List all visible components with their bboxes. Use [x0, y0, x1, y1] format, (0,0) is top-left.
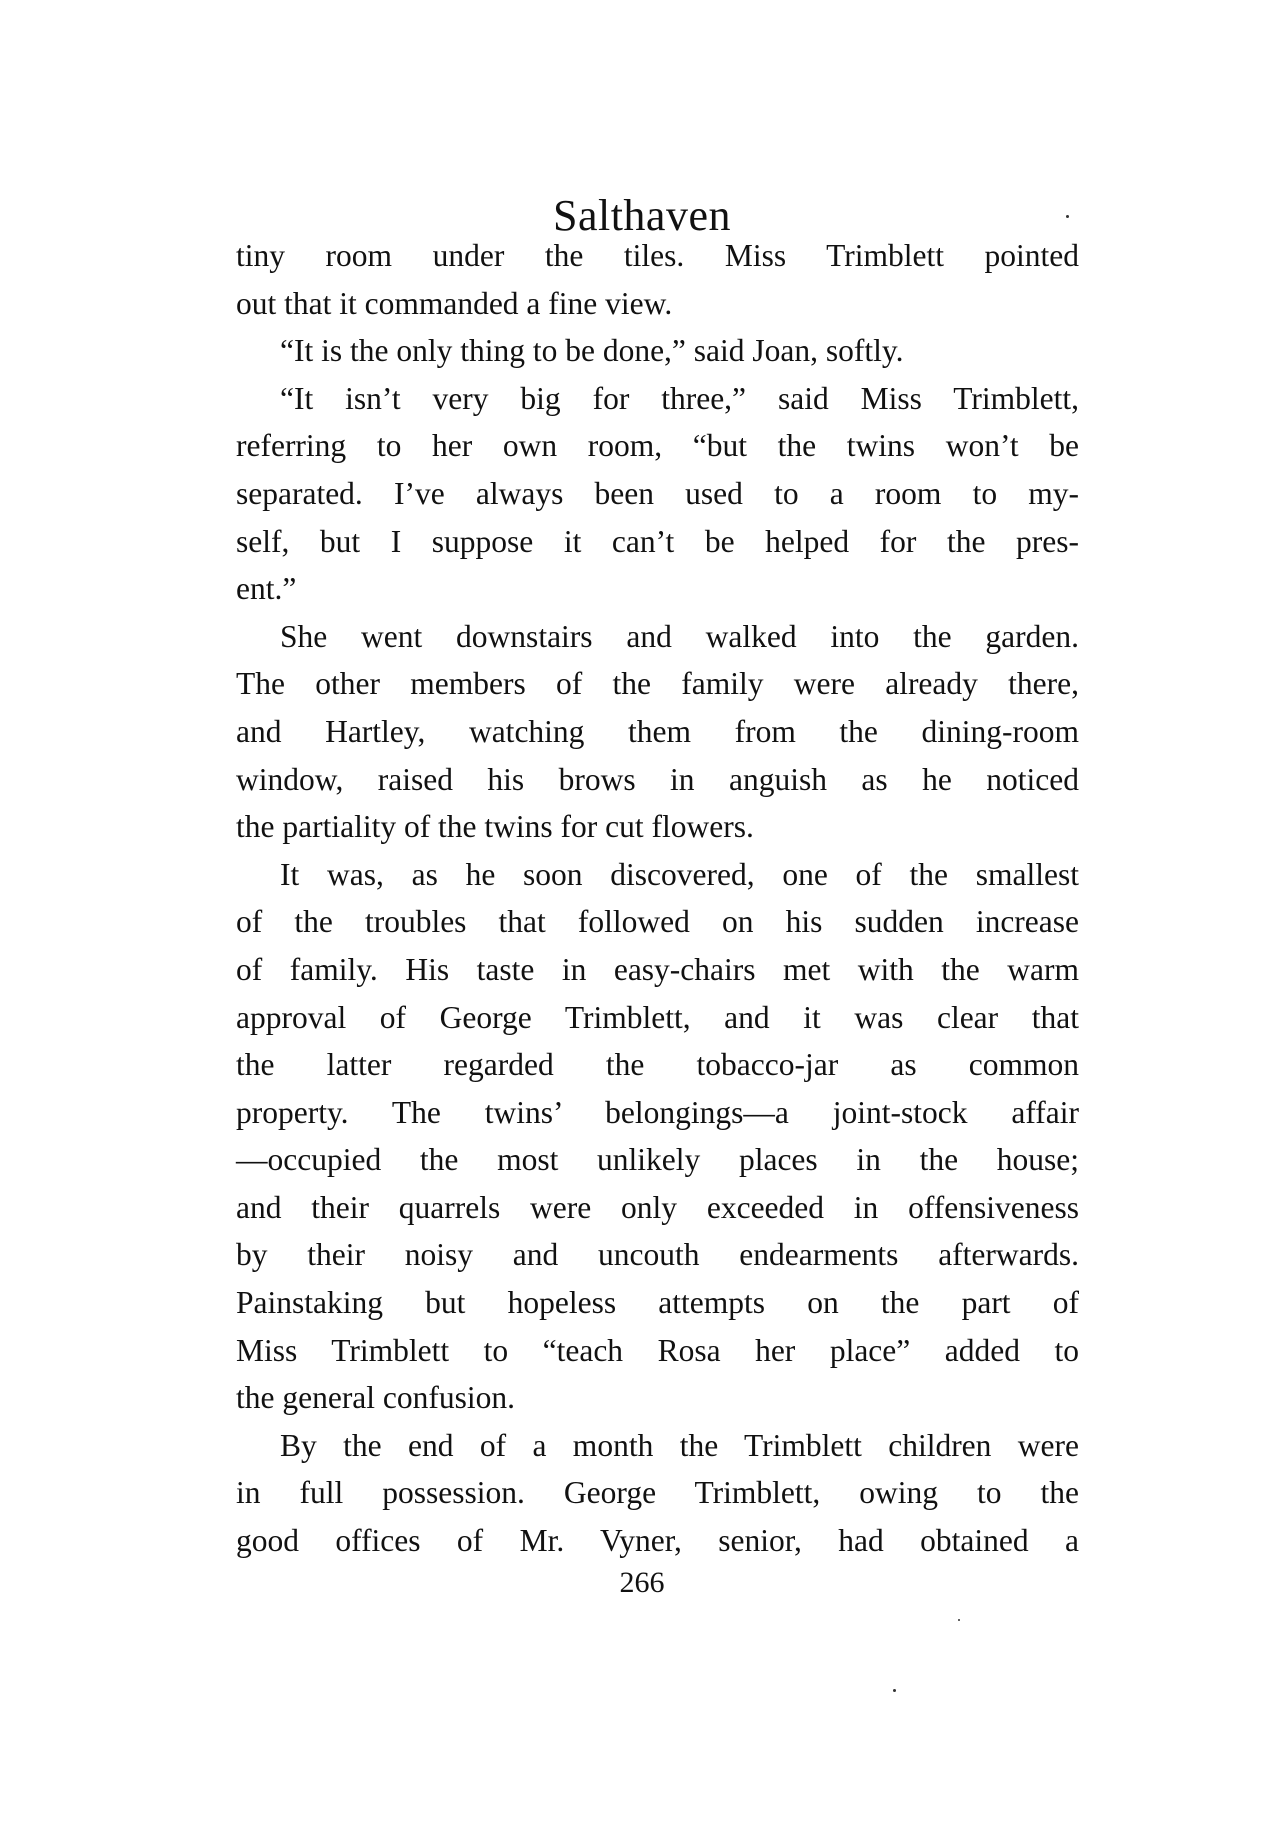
text-line: By the end of a month the Trimblett children were	[280, 1427, 1079, 1463]
text-line: “It is the only thing to be done,” said Joan, softly.	[280, 333, 904, 369]
text-line: in full possession. George Trimblett, owing to the	[236, 1475, 1079, 1511]
text-line: the general confusion.	[236, 1380, 516, 1416]
running-title: Salthaven	[552, 191, 731, 240]
text-line: tiny room under the tiles. Miss Trimblett pointed	[236, 238, 1079, 273]
text-line: window, raised his brows in anguish as he noticed	[236, 761, 1079, 797]
text-line: by their noisy and uncouth endearments afterwards.	[236, 1237, 1079, 1273]
text-line: and Hartley, watching them from the dining-room	[236, 713, 1079, 749]
scan-speck	[1066, 215, 1069, 218]
text-line: referring to her own room, “but the twins won’t be	[236, 428, 1079, 464]
scan-speck	[958, 1619, 960, 1621]
text-line: the latter regarded the tobacco-jar as common	[236, 1047, 1079, 1083]
text-line: of the troubles that followed on his sudden increase	[236, 904, 1079, 940]
text-line: of family. His taste in easy-chairs met with the warm	[236, 951, 1079, 987]
text-line: She went downstairs and walked into the garden.	[280, 618, 1079, 654]
text-line: ent.”	[236, 571, 297, 607]
text-line: approval of George Trimblett, and it was clear that	[236, 999, 1079, 1035]
text-line: out that it commanded a fine view.	[236, 285, 673, 321]
text-line: It was, as he soon discovered, one of the smallest	[280, 856, 1079, 892]
text-line: “It isn’t very big for three,” said Miss Trimblett,	[280, 380, 1079, 416]
scan-speck	[893, 1689, 896, 1692]
text-line: Painstaking but hopeless attempts on the part of	[236, 1285, 1079, 1321]
text-line: —occupied the most unlikely places in the house;	[236, 1142, 1079, 1178]
text-line: property. The twins’ belongings—a joint-stock affair	[236, 1094, 1079, 1130]
text-line: The other members of the family were already there,	[236, 666, 1079, 702]
page-body-text	[236, 232, 1079, 1565]
text-line: self, but I suppose it can’t be helped for the pres-	[236, 523, 1079, 559]
page-number: 266	[619, 1566, 665, 1599]
text-line: separated. I’ve always been used to a room to my-	[236, 475, 1079, 511]
text-line: good offices of Mr. Vyner, senior, had obtained a	[236, 1523, 1079, 1559]
text-line: Miss Trimblett to “teach Rosa her place” added to	[236, 1332, 1079, 1368]
text-line: and their quarrels were only exceeded in offensiveness	[236, 1189, 1079, 1225]
text-line: the partiality of the twins for cut flowers.	[236, 809, 754, 845]
